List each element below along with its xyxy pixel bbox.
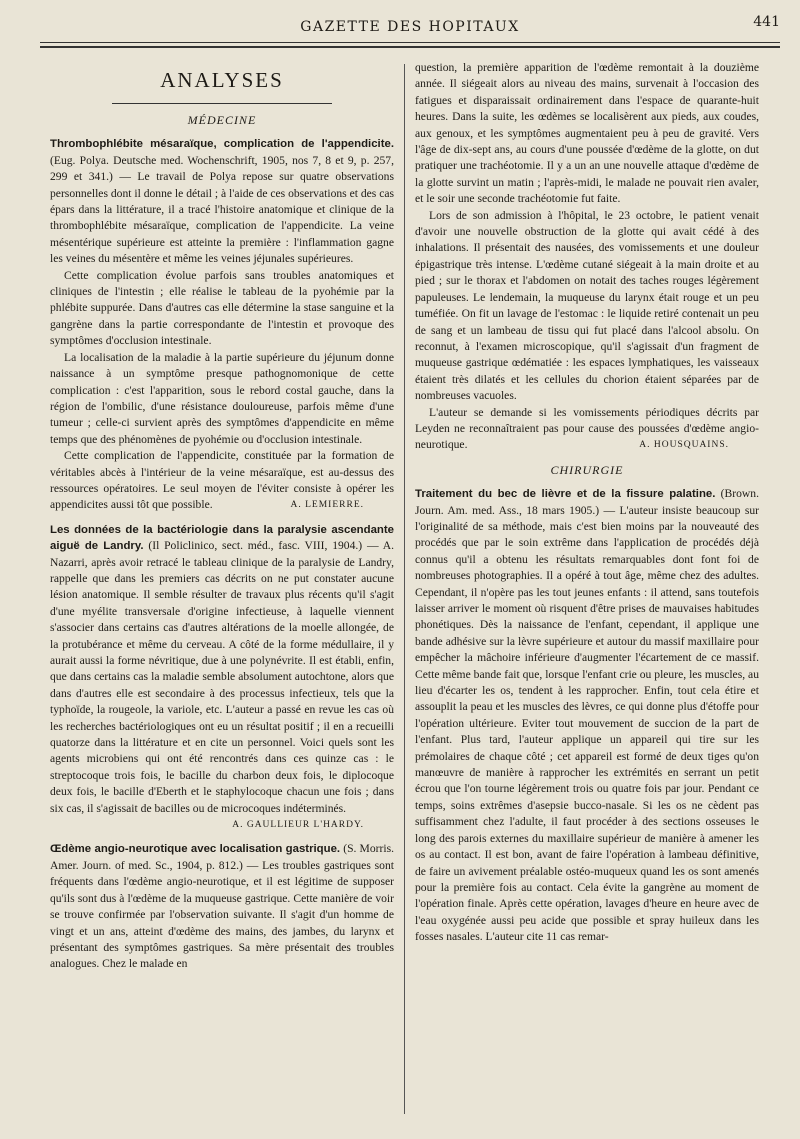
article-text: Cette complication de l'appendicite, constituée par la formation de véritables abcès à l'intérieur de la veine mésaraïque, est au-dessus des ressources opératoires. Le seul moyen de l'éviter consiste à opérer les appendicites aussi tôt que possible. [50, 449, 394, 512]
left-column [50, 60, 394, 1120]
page-number: 441 [753, 14, 780, 30]
article-paragraph [50, 841, 394, 972]
header-rule-thick [40, 46, 780, 48]
article-title: Thrombophlébite mésaraïque, complication de l'appendicite. [50, 138, 394, 151]
article-text: (S. Morris. Amer. Journ. of med. Sc., 1904, p. 812.) — Les troubles gastriques sont fréquents dans l'œdème angio-neurotique, et il est légitime de supposer qu'ils sont dus à l'œdème de la muqueuse gastrique. Cette manière de voir se trouve confirmée par l'observation suivante. Il s'agit d'un homme de vingt et un ans, atteint d'œdème des mains, des jambes, du larynx et présentant des symptômes gastriques. Sa mère présentait des troubles analogues. Chez le malade en [50, 842, 394, 971]
article-paragraph [50, 522, 394, 831]
article-text: L'auteur se demande si les vomissements périodiques décrits par Leyden ne reconnaîtraient pas pour cause des poussées d'œdème angio-neurotique. [415, 405, 759, 452]
article-paragraph: Cette complication évolue parfois sans troubles anatomiques et cliniques de l'intestin ; elle réalise le tableau de la pyohémie par la phlébite suppurée. Dans d'autres cas elle détermine la stase sanguine et la gangrène dans la partie correspondante de l'intestin et provoque des symptômes d'occlusion intestinale. [50, 268, 394, 348]
article-paragraph [415, 405, 759, 454]
right-column [415, 60, 759, 1120]
article-text: (Brown. Journ. Am. med. Ass., 18 mars 1905.) — L'auteur insiste beaucoup sur l'originalité de sa méthode, mais c'est bien moins par la nouveauté des procédés que par le soin extrême dans l'application de procédés déjà connus qu'il a obtenu les résultats remarquables dont font foi de nombreuses photographies. Il a opéré à tout âge, même chez des adultes. Cependant, il n'opère pas les tout jeunes enfants : il attend, sans toutefois laisser arriver le moment où risquent d'être prises de mauvaises habitudes phonétiques. Dès la naissance de l'enfant, cependant, il applique une bande adhésive sur la lèvre supérieure et autour du massif maxillaire pour empêcher la mâchoire inférieure d'augmenter l'écartement de ce massif. Cette même bande fait que, lorsque l'enfant crie ou pleure, les muscles, au lieu d'écarter les os, tendent à les rapprocher. Enfin, tout cela étire et assouplit la peau et les muscles des lèvres, ce qui donne plus d'étoffe pour l'opération ultérieure. Eviter tout mouvement de succion de la part de l'enfant. Plus tard, l'auteur applique un appareil qui tire sur les prémolaires de chaque côté ; cet appareil est formé de deux tiges qu'on manœuvre de manière à rapprocher les extrémités en serrant un petit écrou que l'on tourne légèrement trois ou quatre fois par jour. Pendant ce temps, soins extrêmes d'asepsie bucco-nasale. Si les os ne cèdent pas suffisamment chez l'adulte, il faut procéder à des sections osseuses le long des parois externes du maxillaire supérieur de manière à amener les os au contact. Il est bon, avant de faire l'opération à lambeau définitive, de faire un avivement préalable ostéo-muqueux quand les os sont amenés pour la première fois au contact. Cela évite la gangrène au moment de l'opération finale. Après cette opération, lavages d'heure en heure avec de l'eau oxygénée aussi peu acide que possible et spray huileux dans les fosses nasales. L'auteur cite 11 cas remar- [415, 487, 759, 944]
article-text: (Il Policlinico, sect. méd., fasc. VIII, 1904.) — A. Nazarri, après avoir retracé le tableau clinique de la paralysie de Landry, rappelle que dans les premiers cas décrits on ne put constater aucune lésion anatomique. Il semble résulter de travaux plus récents qu'il s'agit d'une myélite transversale d'origine infectieuse, à laquelle viennent s'associer dans certains cas d'autres altérations de la moelle allongée, de la protubérance et même du cerveau. A côté de la forme médullaire, il y aurait aussi la forme névritique, due à une polynévrite. Il est établi, enfin, que dans certains cas la maladie semble absolument autochtone, alors que dans d'autres elle est secondaire à des processus infectieux, tels que la typhoïde, la rougeole, la variole, etc. L'auteur a passé en revue les cas où les recherches bactériologiques ont eu un résultat positif ; il en a recueilli quatorze dans la littérature et en cite un personnel. Voici quels sont les agents microbiens qui ont été rencontrés dans ces quinze cas : le streptocoque trois fois, le bacille du charbon deux fois, le diplocoque deux fois, le bacille d'Eberth et le staphylocoque chacun une fois ; dans six cas, il s'agissait de bacilles ou de microcoques indéterminés. [50, 539, 394, 815]
article-title: Œdème angio-neurotique avec localisation gastrique. [50, 843, 341, 856]
article-paragraph: La localisation de la maladie à la partie supérieure du jéjunum donne naissance à un symptôme presque pathognomonique de cette complication : c'est l'apparition, sous le rebord costal gauche, dans la région de l'ombilic, d'une résistance douloureuse, parfois même d'une tumeur ; celle-ci survient après des symptômes d'appendicite en même temps que des phénomènes de pyohémie ou d'occlusion intestinale. [50, 350, 394, 446]
column-divider [404, 64, 405, 1114]
article-paragraph [50, 136, 394, 267]
article-title: Les données de la bactériologie dans la paralysie ascendante aiguë de Landry. [50, 523, 394, 553]
subsection-medecine: MÉDECINE [187, 113, 257, 127]
article-text: (Eug. Polya. Deutsche med. Wochenschrift, 1905, nos 7, 8 et 9, p. 257, 299 et 341.) — Le travail de Polya repose sur quatre observations personnelles dont il donne le détail ; à l'aide de ces observations et des cas épars dans la littérature, il a tracé l'histoire anatomique et clinique de la thrombophlébite mésaraïque, complication de l'appendicite. La veine mésentérique supérieure est atteinte la première : l'inflammation gagne les veines du mésentère et même les veines jéjunales supérieures. [50, 153, 394, 266]
subsection-chirurgie: CHIRURGIE [550, 462, 624, 477]
running-title: GAZETTE DES HOPITAUX [300, 19, 520, 35]
article-paragraph: Lors de son admission à l'hôpital, le 23 octobre, le patient venait d'avoir une nouvelle obstruction de la glotte qui avait cédé à des inhalations. Il présentait des nausées, des vomissements et une douleur épigastrique très intense. L'œdème cutané siégeait à la main droite et au pied ; sur le thorax et l'abdomen on notait des taches rouges légèrement papuleuses. Le lendemain, la muqueuse du larynx était rouge et un peu tuméfiée. On fit un lavage de l'estomac : le liquide retiré contenait un peu de sang et un lambeau de tissu qui fut placé dans l'alcool absolu. On reconnut, à l'examen microscopique, qu'il s'agissait d'un fragment de muqueuse gastrique œdématiée : les espaces lymphatiques, les vaisseaux étaient très dilatés et les cellules du chorion étaient séparées par de nombreuses vacuoles. [415, 208, 759, 403]
author-signature: A. LEMIERRE. [290, 500, 364, 511]
section-rule [112, 103, 332, 104]
author-signature: A. GAULLIEUR L'HARDY. [232, 820, 364, 831]
article-paragraph [50, 448, 394, 514]
article-oedeme [50, 841, 394, 972]
article-oedeme-continued [415, 60, 759, 454]
article-title: Traitement du bec de lièvre et de la fissure palatine. [415, 488, 716, 501]
article-paragraph [415, 486, 759, 945]
header-rule-thin [40, 42, 780, 43]
article-bec-de-lievre [415, 486, 759, 945]
article-thrombophlebite [50, 136, 394, 513]
article-paragraph: question, la première apparition de l'œdème remontait à la douzième année. Il siégeait alors au niveau des mains, survenait à l'occasion des fatigues et disparaissait ordinairement dans l'espace de quarante-huit heures. Dans la suite, les œdèmes se localisèrent aux pieds, aux coudes, aux genoux, et les symptômes augmentaient peu à peu de gravité. Vers l'âge de dix-sept ans, au cours d'une poussée d'œdème de la glotte, on dut pratiquer une trachéotomie. Il y a un an une nouvelle attaque d'œdème de la glotte survint un matin ; l'après-midi, le malade ne pouvait rien avaler, et le soir une seconde trachéotomie fut faite. [415, 61, 759, 206]
article-landry [50, 522, 394, 834]
section-title: ANALYSES [160, 68, 284, 92]
page-header [40, 0, 780, 60]
author-signature: A. HOUSQUAINS. [639, 440, 729, 451]
